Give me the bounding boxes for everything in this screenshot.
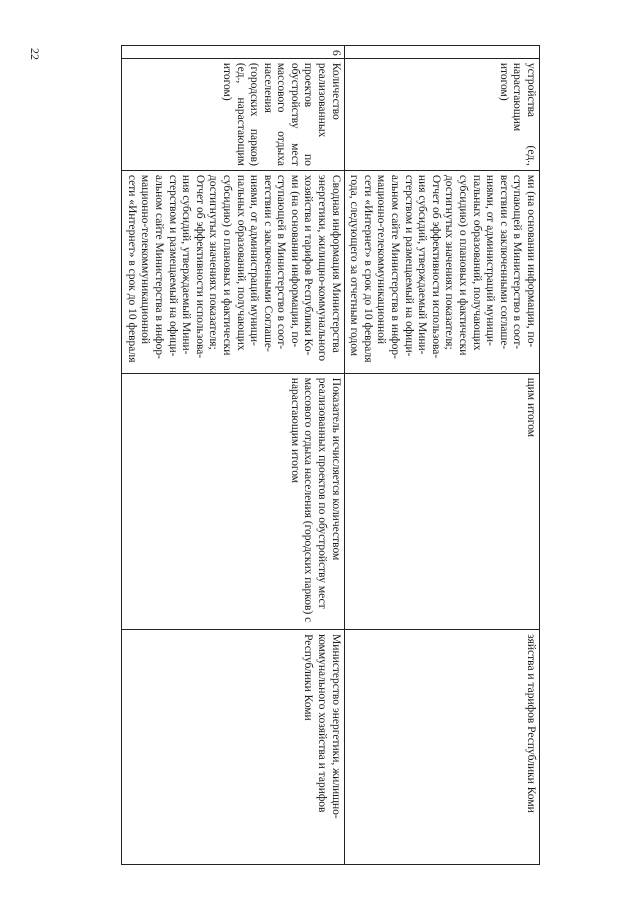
source-line: альном сайте Министерства в инфор- <box>389 174 402 359</box>
source-line: ния субсидий, утверждаемый Мини- <box>416 174 429 355</box>
source-line: субсидию) о плановых и фактически <box>457 174 470 356</box>
source-line: достигнутых значениях показателя; <box>443 174 456 350</box>
source-line: ниями, от администраций муници- <box>484 174 497 346</box>
page-number: 22 <box>28 48 42 60</box>
source-line: мационно-телекоммуникационной <box>139 174 152 345</box>
indicator-table <box>121 45 540 865</box>
row-number-cell: 6 <box>122 46 345 59</box>
responsible-body-cell: зяйства и тарифов Республики Коми <box>344 630 539 865</box>
calculation-method-cell: Показатель исчисляется количеством реализованных проектов по обустройству мест массового отдыха населения (городских парков) с нарастающим итогом <box>122 373 345 629</box>
source-line: хозяйства и тарифов Республики Ко- <box>302 174 315 356</box>
source-line: ния субсидий, утверждаемый Мини- <box>180 174 193 355</box>
indicator-name-cell: Количество реализованных проектов по обустройству мест массового отдыха населения (городских парков) (ед., нарастающим итогом) <box>122 58 345 170</box>
indicator-name-cell: устройства (ед., нарастающим итогом) <box>344 58 539 170</box>
calculation-method-cell: щим итогом <box>344 373 539 629</box>
responsible-body-cell: Министерство энергетики, жилищно-коммунального хозяйства и тарифов Республики Коми <box>122 630 345 865</box>
source-line: сети «Интернет» в срок до 10 февраля <box>361 174 374 363</box>
source-line: ми (на основании информации, по- <box>525 174 537 348</box>
rotated-page-content <box>80 45 540 865</box>
source-line: ниями, от администраций муници- <box>248 174 261 346</box>
source-line: года, следующего за отчетным годом <box>348 174 361 357</box>
source-line: ступающей в Министерство в соот- <box>275 174 288 350</box>
data-source-cell <box>344 170 539 373</box>
source-line: субсидию) о плановых и фактически <box>220 174 233 356</box>
source-line: ветствии с заключенными соглаше- <box>497 174 510 350</box>
data-source-cell <box>122 170 345 373</box>
table-row <box>344 46 539 865</box>
source-line: Отчет об эффективности использова- <box>193 174 206 359</box>
source-line: достигнутых значениях показателя; <box>207 174 220 350</box>
table-row <box>122 46 345 865</box>
source-line: ветствии с заключенными Соглаше- <box>261 174 274 352</box>
source-line: мационно-телекоммуникационной <box>375 174 388 345</box>
source-line: стерством и размещаемый на офици- <box>166 174 179 357</box>
source-line: сети «Интернет» в срок до 10 февраля <box>125 174 138 363</box>
source-line: Отчет об эффективности использова- <box>429 174 442 359</box>
source-line: пальных образований, получающих <box>234 174 247 351</box>
row-number-cell <box>344 46 539 59</box>
source-line: энергетики, жилищно-коммунального <box>316 174 329 362</box>
source-line: ми (на основании информации, по- <box>288 174 301 348</box>
source-line: альном сайте Министерства в инфор- <box>152 174 165 359</box>
source-line: пальных образований, получающих <box>470 174 483 351</box>
source-line: Сводная информация Министерства <box>329 174 342 353</box>
source-line: ступающей в Министерство в соот- <box>511 174 524 350</box>
source-line: стерством и размещаемый на офици- <box>402 174 415 357</box>
